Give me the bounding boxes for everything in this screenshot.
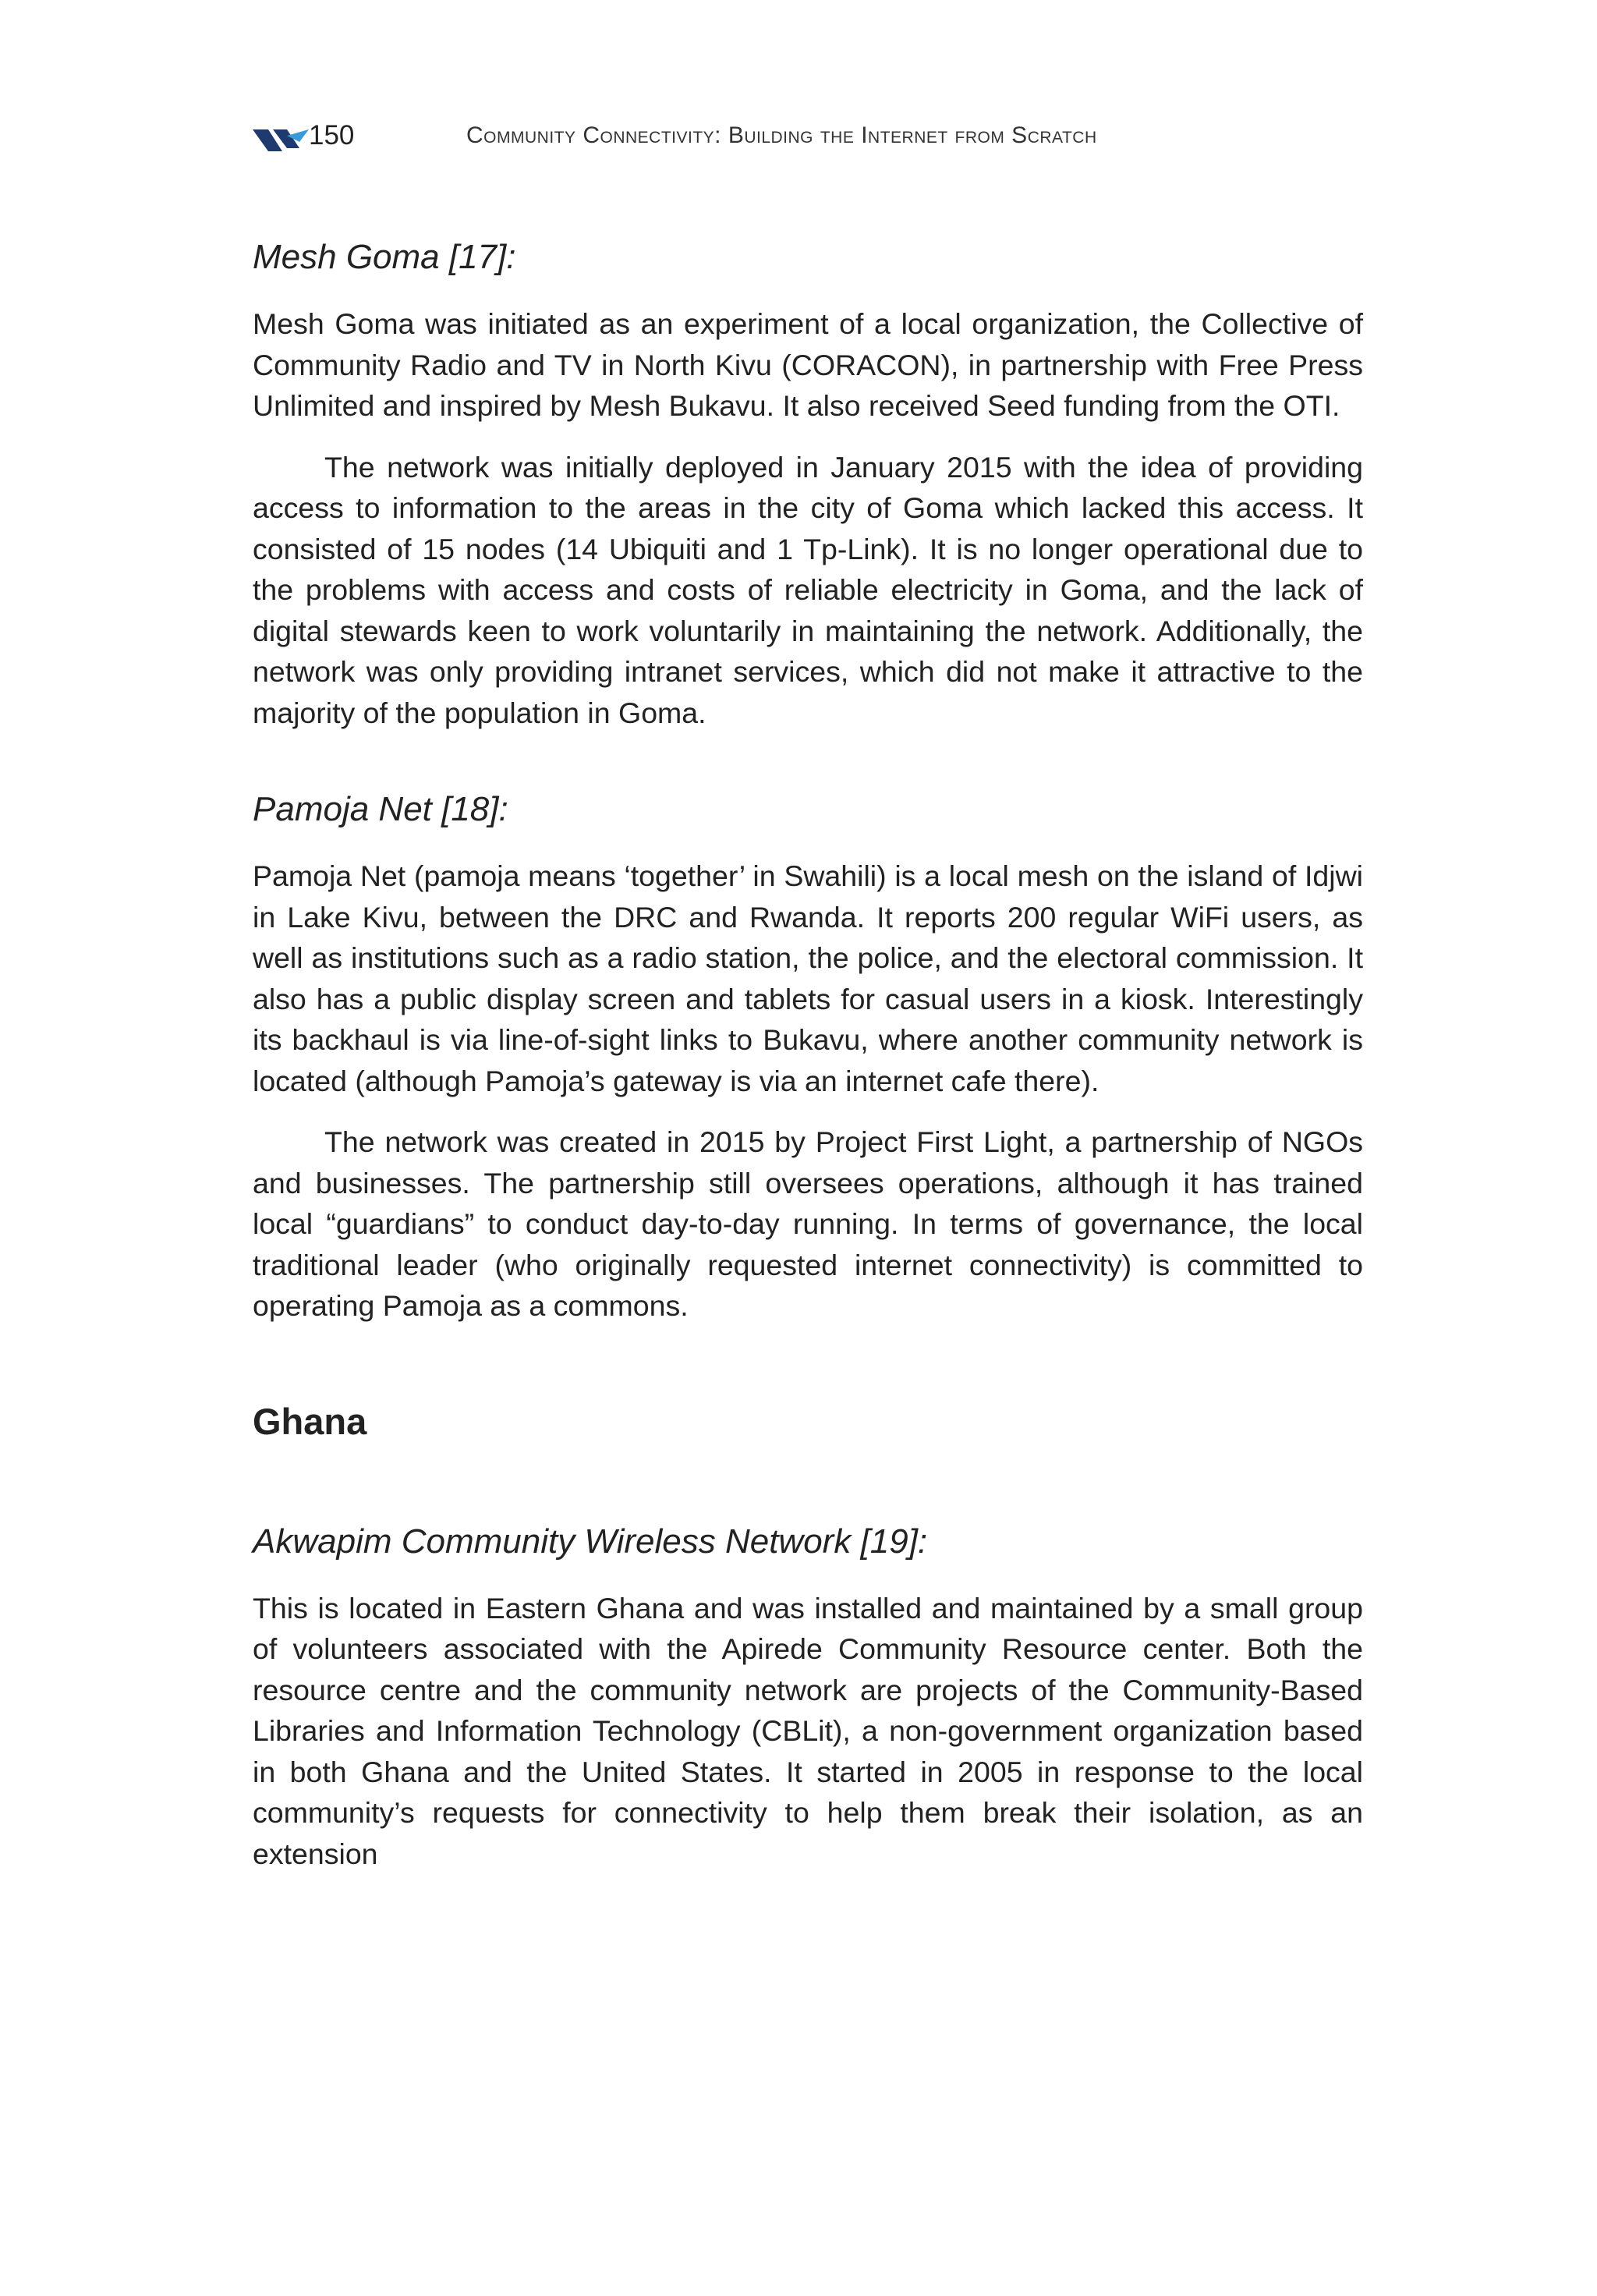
paragraph: The network was initially deployed in January 2015 with the idea of providing access to information to the areas in the city of Goma which lacked this access. It consisted of 15 nodes (14 Ubiquiti and 1 Tp-Link). It is no longer operational due to the problems with access and costs of reliable electricity in Goma, and the lack of digital stewards keen to work voluntarily in maintaining the network. Additionally, the network was only providing intranet services, which did not make it attractive to the majority of the population in Goma.	[253, 450, 1363, 729]
section-heading-pamoja-net: Pamoja Net [18]:	[253, 790, 508, 828]
main-content	[253, 234, 1363, 1874]
country-heading-ghana: Ghana	[253, 1400, 367, 1442]
publisher-logo-icon	[253, 128, 310, 154]
section-heading-akwapim: Akwapim Community Wireless Network [19]:	[253, 1522, 928, 1561]
paragraph: The network was created in 2015 by Project First Light, a partnership of NGOs and businesses. The partnership still oversees operations, although it has trained local “guardians” to conduct day-to-day running. In terms of governance, the local traditional leader (who originally requested internet connectivity) is committed to operating Pamoja as a commons.	[253, 1125, 1363, 1322]
paragraph: Pamoja Net (pamoja means ‘together’ in Swahili) is a local mesh on the island of Idjwi in Lake Kivu, between the DRC and Rwanda. It reports 200 regular WiFi users, as well as institutions such as a radio station, the police, and the electoral commission. It also has a public display screen and tablets for casual users in a kiosk. Interestingly its backhaul is via line-of-sight links to Bukavu, where another community network is located (although Pamoja’s gateway is via an internet cafe there).	[253, 859, 1363, 1097]
page-number: 150	[309, 120, 355, 151]
running-title: Community Connectivity: Building the Internet from Scratch	[466, 122, 1097, 148]
paragraph: This is located in Eastern Ghana and was installed and maintained by a small group of volunteers associated with the Apirede Community Resource center. Both the resource centre and the community network are projects of the Community-Based Libraries and Information Technology (CBLit), a non-government organization based in both Ghana and the United States. It started in 2005 in response to the local community’s requests for connectivity to help them break their isolation, as an extension	[253, 1591, 1363, 1870]
section-heading-mesh-goma: Mesh Goma [17]:	[253, 238, 516, 276]
paragraph: Mesh Goma was initiated as an experiment of a local organization, the Collective of Community Radio and TV in North Kivu (CORACON), in partnership with Free Press Unlimited and inspired by Mesh Bukavu. It also received Seed funding from the OTI.	[253, 307, 1363, 422]
running-header	[253, 117, 1363, 164]
